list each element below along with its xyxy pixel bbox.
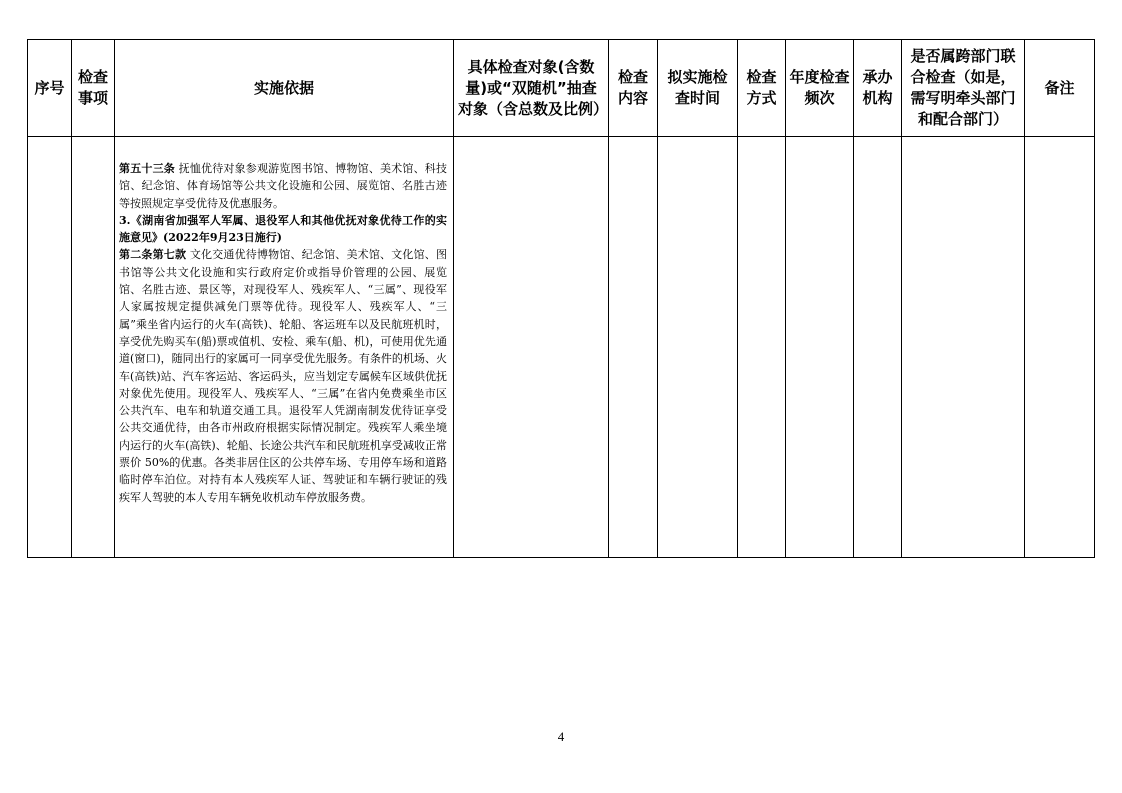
header-responsible-agency: 承办机构 <box>854 40 902 137</box>
article-53-text: 抚恤优待对象参观游览图书馆、博物馆、美术馆、科技馆、纪念馆、体育场馆等公共文化设施和公园、展览馆、名胜古迹等按照规定享受优待及优惠服务。 <box>119 162 448 210</box>
cell-implementation-basis <box>115 137 454 558</box>
header-serial-number: 序号 <box>28 40 72 137</box>
article-53-label: 第五十三条 <box>119 162 175 175</box>
inspection-table <box>27 39 1095 558</box>
header-planned-time: 拟实施检查时间 <box>658 40 738 137</box>
cell-inspection-method <box>738 137 786 558</box>
table-row <box>28 137 1095 558</box>
header-annual-frequency: 年度检查频次 <box>786 40 854 137</box>
article-2-7-label: 第二条第七款 <box>119 248 187 262</box>
header-inspection-content: 检查内容 <box>609 40 658 137</box>
cell-inspection-object <box>454 137 609 558</box>
header-remarks: 备注 <box>1025 40 1095 137</box>
cell-planned-time <box>658 137 738 558</box>
header-implementation-basis: 实施依据 <box>115 40 454 137</box>
cell-annual-frequency <box>786 137 854 558</box>
header-row <box>28 40 1095 137</box>
header-joint-inspection: 是否属跨部门联合检查（如是，需写明牵头部门和配合部门） <box>902 40 1025 137</box>
article-2-7-text: 文化交通优待博物馆、纪念馆、美术馆、文化馆、图书馆等公共文化设施和实行政府定价或指导价管理的公园、展览馆、名胜古迹、景区等，对现役军人、残疾军人、“三属”、现役军人家属按规定提供减免门票等优待。现役军人、残疾军人、“三属”乘坐省内运行的火车(高铁)、轮船、客运班车以及民航班机时，享受优先购买车(船)票或值机、安检、乘车(船、机)，可使用优先通道(窗口)，随同出行的家属可一同享受优先服务。有条件的机场、火车(高铁)站、汽车客运站、客运码头，应当划定专属候车区域供优抚对象优先使用。现役军人、残疾军人、“三属”在省内免费乘坐市区公共汽车、电车和轨道交通工具。退役军人凭湖南制发优待证享受公共交通优待，由各市州政府根据实际情况制定。残疾军人乘坐境内运行的火车(高铁)、轮船、长途公共汽车和民航班机享受减收正常票价 50%的优惠。各类非居住区的公共停车场、专用停车场和道路临时停车泊位。对持有本人残疾军人证、驾驶证和车辆行驶证的残疾军人驾驶的本人专用车辆免收机动车停放服务费。 <box>119 248 447 504</box>
page-number: 4 <box>557 729 565 744</box>
header-inspection-object: 具体检查对象(含数量)或“双随机”抽查对象（含总数及比例） <box>454 40 609 137</box>
cell-remarks <box>1025 137 1095 558</box>
header-inspection-item: 检查事项 <box>72 40 115 137</box>
cell-serial-number <box>28 137 72 558</box>
cell-inspection-content <box>609 137 658 558</box>
article-53 <box>119 160 447 212</box>
article-2-7 <box>119 246 447 505</box>
header-inspection-method: 检查方式 <box>738 40 786 137</box>
document-3-title: 3.《湖南省加强军人军属、退役军人和其他优抚对象优待工作的实施意见》(2022年9月23日施行) <box>119 213 447 245</box>
cell-joint-inspection <box>902 137 1025 558</box>
cell-responsible-agency <box>854 137 902 558</box>
cell-inspection-item <box>72 137 115 558</box>
